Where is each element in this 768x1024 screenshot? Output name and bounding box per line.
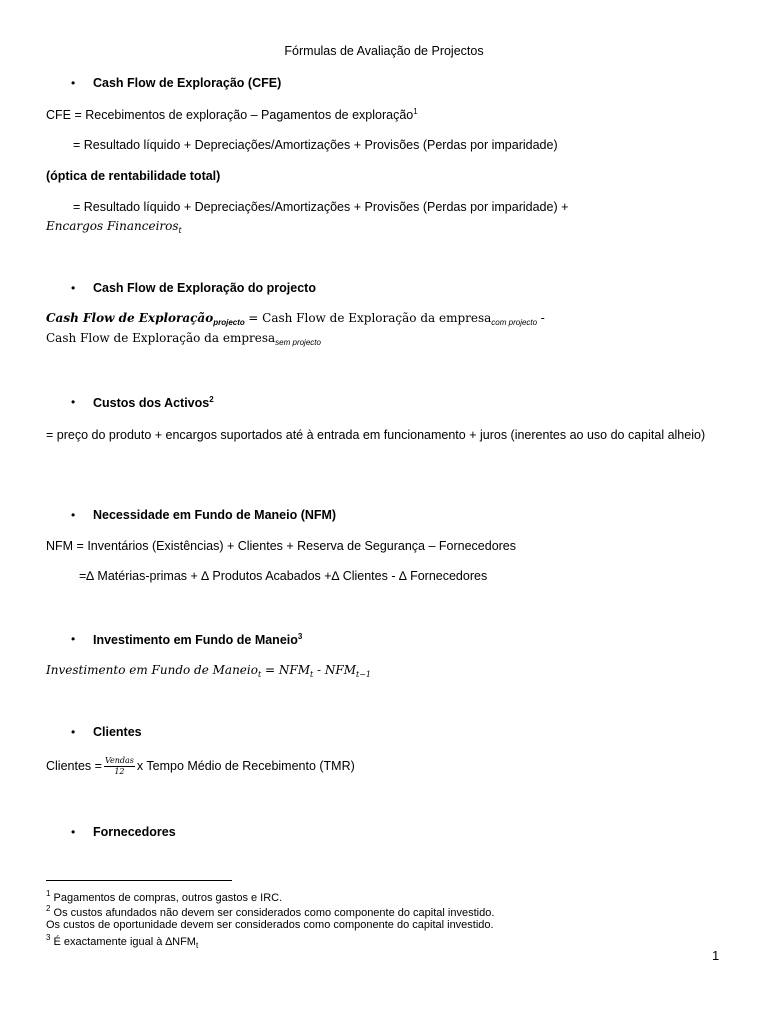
- footnote-divider: [46, 880, 232, 881]
- formula-nfm: NFM = Inventários (Existências) + Clientes + Reserva de Segurança – Fornecedores: [46, 539, 517, 553]
- formula-cfe-alt: = Resultado líquido + Depreciações/Amortizações + Provisões (Perdas por imparidade): [73, 138, 558, 152]
- bullet-icon: •: [71, 632, 76, 646]
- footnote-2: $^2$ Os custos afundados não devem ser considerados como componente do capital investido.: [46, 904, 495, 919]
- bullet-icon: •: [71, 508, 76, 522]
- footnote-1: $^1$ Pagamentos de compras, outros gastos e IRC.: [46, 889, 283, 904]
- footnote-ref: 1: [413, 107, 418, 116]
- bullet-icon: •: [71, 825, 76, 839]
- section-heading-custos: Custos dos Activos$^2$: [93, 395, 214, 410]
- section-heading-investimento: Investimento em Fundo de Maneio$^3$: [93, 632, 303, 647]
- bullet-icon: •: [71, 725, 76, 739]
- formula-nfm-delta: =∆ Matérias-primas + ∆ Produtos Acabados +∆ Clientes - ∆ Fornecedores: [79, 569, 488, 583]
- bullet-icon: •: [71, 76, 76, 90]
- section-heading-cfe: Cash Flow de Exploração (CFE): [93, 76, 282, 90]
- formula-cfe: CFE = Recebimentos de exploração – Pagamentos de exploração$^1$: [46, 107, 418, 122]
- text-custos-activos: = preço do produto + encargos suportados até à entrada em funcionamento + juros (inerentes ao uso do capital alheio): [46, 428, 706, 442]
- fraction-vendas-12: $\frac{\text{Vendas}}{12}$: [104, 756, 134, 777]
- formula-investimento: Investimento em Fundo de Maneio$_t$ = $NFM_t - NFM_{t-1}$: [46, 663, 372, 679]
- formula-cfe-sem-projecto: Cash Flow de Exploração da empresa$_{sem projecto}$: [46, 331, 321, 347]
- formula-clientes: Clientes = $\frac{\text{Vendas}}{12}$ x Tempo Médio de Recebimento (TMR): [46, 756, 355, 777]
- footnote-3: $^3$ É exactamente igual à $\Delta NFM_t$: [46, 933, 199, 950]
- page-number: 1: [712, 948, 720, 963]
- page-title: Fórmulas de Avaliação de Projectos: [284, 44, 484, 58]
- section-heading-nfm: Necessidade em Fundo de Maneio (NFM): [93, 508, 337, 522]
- section-heading-cfe-projecto: Cash Flow de Exploração do projecto: [93, 281, 316, 295]
- formula-encargos: Encargos Financeiros$_t$: [46, 219, 182, 235]
- section-heading-clientes: Clientes: [93, 725, 142, 739]
- bullet-icon: •: [71, 395, 76, 409]
- footnote-2-cont: Os custos de oportunidade devem ser considerados como componente do capital investido.: [46, 919, 494, 931]
- bullet-icon: •: [71, 281, 76, 295]
- subheading-optica: (óptica de rentabilidade total): [46, 169, 221, 183]
- formula-cfe-projecto: Cash Flow de Exploração$_{projecto}$ = Cash Flow de Exploração da empresa$_{com projecto}$ -: [46, 311, 545, 327]
- section-heading-fornecedores: Fornecedores: [93, 825, 176, 839]
- formula-cfe-total: = Resultado líquido + Depreciações/Amortizações + Provisões (Perdas por imparidade) +: [73, 200, 569, 214]
